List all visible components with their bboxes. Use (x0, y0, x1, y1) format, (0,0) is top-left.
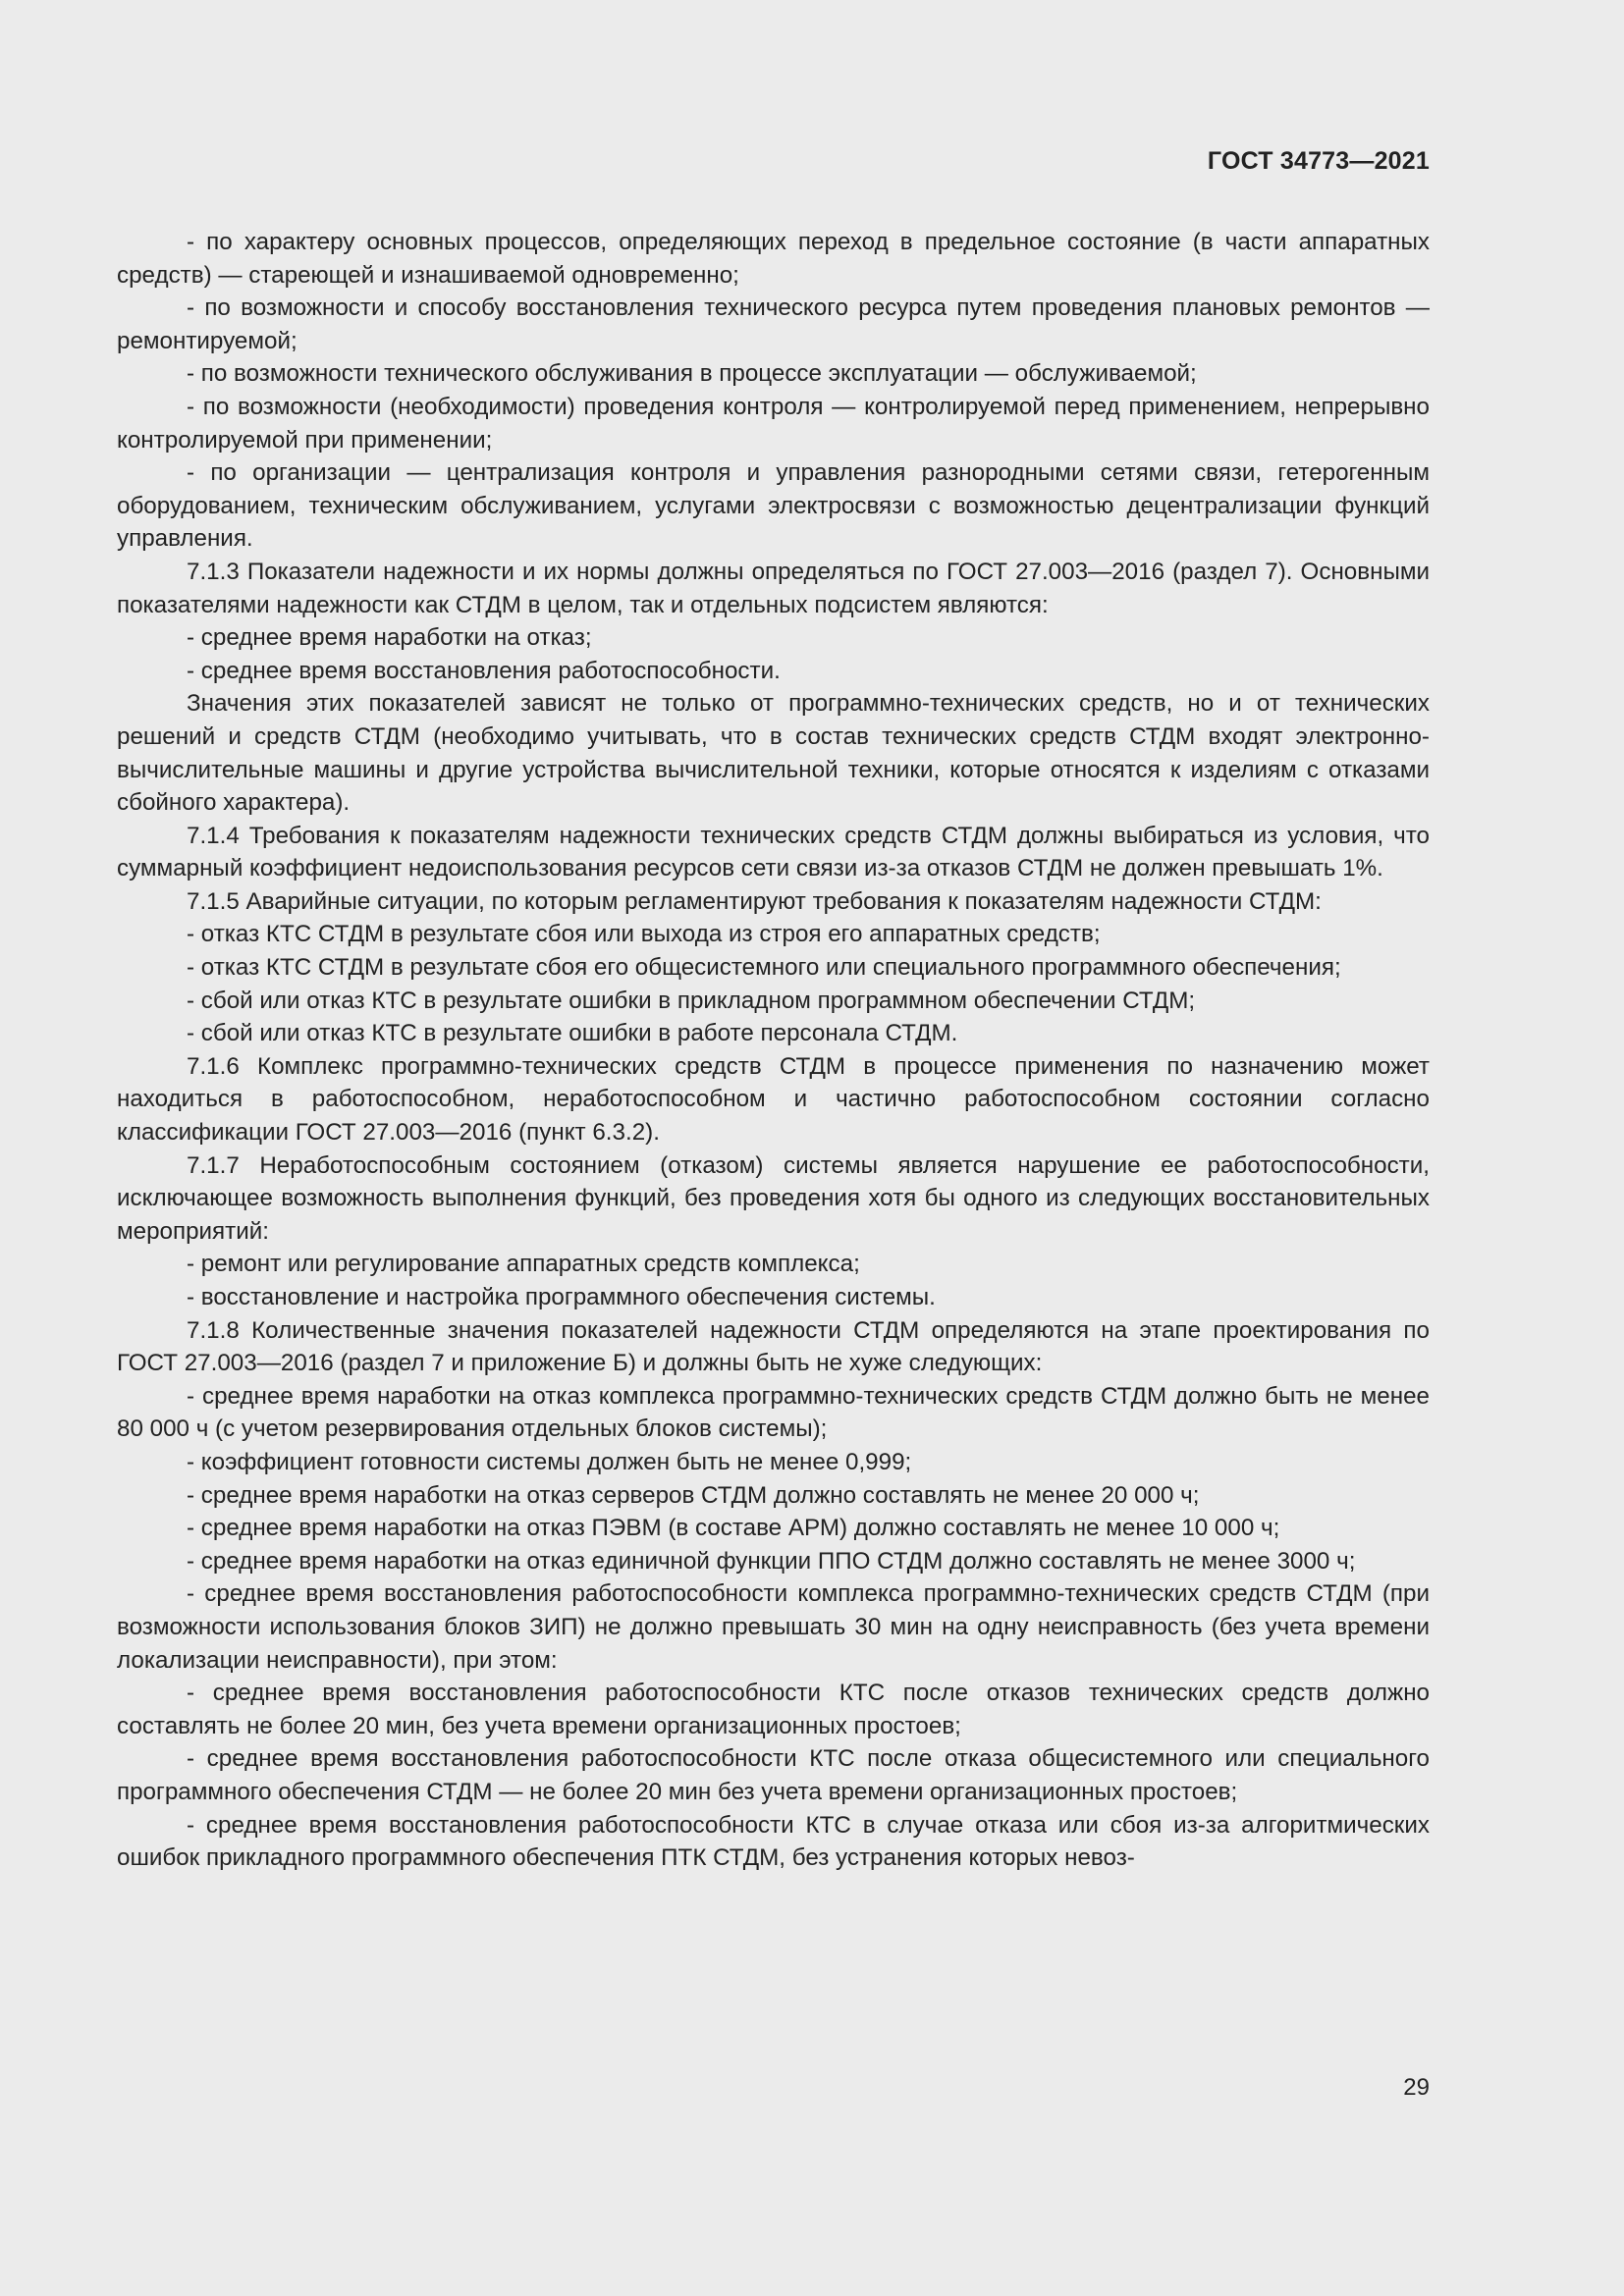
paragraph: - среднее время наработки на отказ единичной функции ППО СТДМ должно составлять не менее 3000 ч; (187, 1547, 1356, 1575)
paragraph: - по характеру основных процессов, определяющих переход в предельное состояние (в части аппаратных средств) — стареющей и изнашиваемой одновременно; (117, 229, 1430, 289)
paragraph: - среднее время наработки на отказ; (187, 624, 592, 652)
paragraph: - среднее время наработки на отказ серверов СТДМ должно составлять не менее 20 000 ч; (187, 1481, 1200, 1509)
paragraph: - сбой или отказ КТС в результате ошибки в прикладном программном обеспечении СТДМ; (187, 987, 1196, 1014)
paragraph: - по возможности (необходимости) проведения контроля — контролируемой перед применением, непрерывно контролируемой при применении; (117, 393, 1430, 454)
paragraph: - коэффициент готовности системы должен быть не менее 0,999; (187, 1448, 912, 1475)
paragraph: - среднее время восстановления работоспособности комплекса программно-технических средств СТДМ (при возможности использования блоков ЗИП) не должно превышать 30 мин на одну неисправность (без учета времени локализации неисправности), при этом: (117, 1580, 1430, 1674)
paragraph: - по возможности технического обслуживания в процессе эксплуатации — обслуживаемой; (187, 360, 1197, 388)
paragraph: - среднее время восстановления работоспособности. (187, 657, 781, 684)
paragraph: - сбой или отказ КТС в результате ошибки в работе персонала СТДМ. (187, 1020, 958, 1047)
paragraph: - по организации — централизация контроля и управления разнородными сетями связи, гетерогенным оборудованием, техническим обслуживанием, услугами электросвязи с возможностью децентрализации функций управления. (117, 459, 1430, 553)
document-body (117, 226, 1430, 1875)
paragraph: Значения этих показателей зависят не только от программно-технических средств, но и от технических решений и средств СТДМ (необходимо учитывать, что в состав технических средств СТДМ входят электронно-вычислительные машины и другие устройства вычислительной техники, которые относятся к изделиям с отказами сбойного характера). (117, 690, 1430, 817)
paragraph: - среднее время восстановления работоспособности КТС после отказа общесистемного или специального программного обеспечения СТДМ — не более 20 мин без учета времени организационных простоев; (117, 1745, 1430, 1805)
paragraph: - восстановление и настройка программного обеспечения системы. (187, 1284, 936, 1310)
paragraph: - среднее время восстановления работоспособности КТС после отказов технических средств должно составлять не более 20 мин, без учета времени организационных простоев; (117, 1680, 1430, 1739)
paragraph: - среднее время наработки на отказ ПЭВМ (в составе АРМ) должно составлять не менее 10 000 ч; (187, 1515, 1280, 1542)
paragraph: - ремонт или регулирование аппаратных средств комплекса; (187, 1251, 860, 1278)
paragraph: - по возможности и способу восстановления технического ресурса путем проведения плановых ремонтов — ремонтируемой; (117, 294, 1430, 354)
document-header: ГОСТ 34773—2021 (1207, 147, 1430, 175)
paragraph: - среднее время восстановления работоспособности КТС в случае отказа или сбоя из-за алгоритмических ошибок прикладного программного обеспечения ПТК СТДМ, без устранения которых невоз- (117, 1811, 1430, 1872)
paragraph: 7.1.6 Комплекс программно-технических средств СТДМ в процессе применения по назначению может находиться в работоспособном, неработоспособном и частично работоспособном состоянии согласно классификации ГОСТ 27.003—2016 (пункт 6.3.2). (117, 1052, 1430, 1147)
paragraph: - отказ КТС СТДМ в результате сбоя его общесистемного или специального программного обеспечения; (187, 954, 1341, 982)
paragraph: 7.1.8 Количественные значения показателей надежности СТДМ определяются на этапе проектирования по ГОСТ 27.003—2016 (раздел 7 и приложение Б) и должны быть не хуже следующих: (117, 1316, 1430, 1377)
paragraph: - среднее время наработки на отказ комплекса программно-технических средств СТДМ должно быть не менее 80 000 ч (с учетом резервирования отдельных блоков системы); (117, 1382, 1430, 1443)
paragraph: 7.1.5 Аварийные ситуации, по которым регламентируют требования к показателям надежности СТДМ: (187, 887, 1322, 915)
paragraph: - отказ КТС СТДМ в результате сбоя или выхода из строя его аппаратных средств; (187, 921, 1101, 948)
page-number: 29 (1403, 2074, 1430, 2101)
paragraph: 7.1.7 Неработоспособным состоянием (отказом) системы является нарушение ее работоспособности, исключающее возможность выполнения функций, без проведения хотя бы одного из следующих восстановительных мероприятий: (117, 1151, 1430, 1245)
paragraph: 7.1.4 Требования к показателям надежности технических средств СТДМ должны выбираться из условия, что суммарный коэффициент недоиспользования ресурсов сети связи из-за отказов СТДМ не должен превышать 1%. (117, 822, 1430, 882)
paragraph: 7.1.3 Показатели надежности и их нормы должны определяться по ГОСТ 27.003—2016 (раздел 7). Основными показателями надежности как СТДМ в целом, так и отдельных подсистем являются: (117, 558, 1430, 618)
